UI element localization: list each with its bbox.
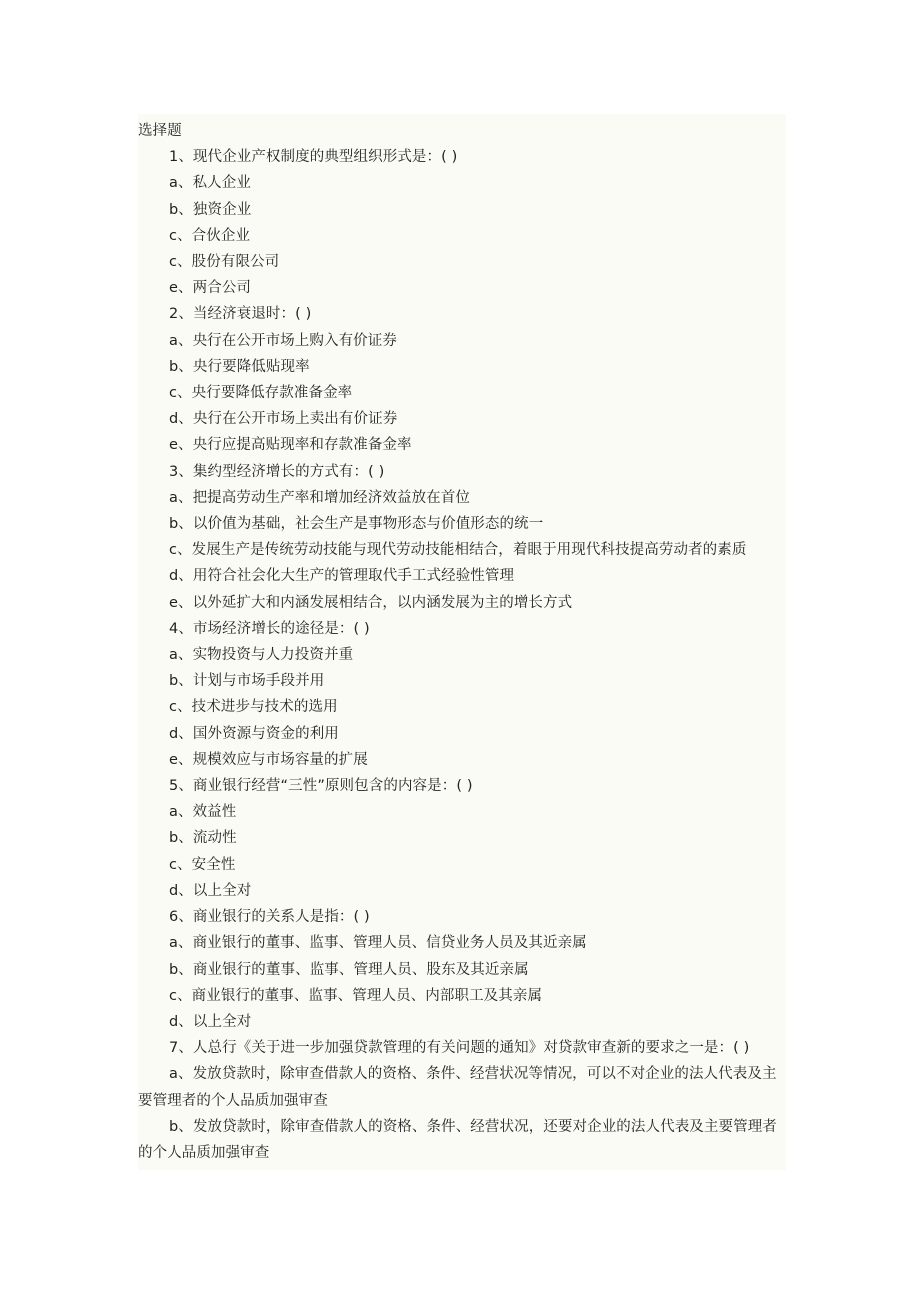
question-list — [138, 144, 786, 1061]
option-line: d、央行在公开市场上卖出有价证券 — [169, 411, 398, 428]
option-line: c、安全性 — [169, 856, 236, 873]
option-line: d、国外资源与资金的利用 — [169, 725, 339, 742]
option-line: e、规模效应与市场容量的扩展 — [169, 751, 368, 768]
question-line: 5、商业银行经营“三性”原则包含的内容是：( ) — [169, 778, 473, 795]
document-body — [138, 114, 786, 1170]
option-line: b、以价值为基础，社会生产是事物形态与价值形态的统一 — [169, 516, 544, 533]
question-line: 2、当经济衰退时：( ) — [169, 306, 312, 323]
option-line: c、技术进步与技术的选用 — [169, 699, 338, 716]
option-line: e、以外延扩大和内涵发展相结合，以内涵发展为主的增长方式 — [169, 594, 573, 611]
option-line: a、央行在公开市场上购入有价证券 — [169, 332, 397, 349]
option-line: e、两合公司 — [169, 280, 252, 297]
option-line: d、以上全对 — [169, 1013, 252, 1030]
option-line: b、独资企业 — [169, 201, 252, 218]
option-line: a、商业银行的董事、监事、管理人员、信贷业务人员及其近亲属 — [169, 935, 587, 952]
option-line: b、计划与市场手段并用 — [169, 673, 325, 690]
section-heading: 选择题 — [138, 123, 182, 139]
option-line: c、央行要降低存款准备金率 — [169, 385, 353, 402]
option-line: c、股份有限公司 — [169, 254, 280, 271]
option-line: e、央行应提高贴现率和存款准备金率 — [169, 437, 412, 454]
option-line: b、流动性 — [169, 830, 237, 847]
wrapped-option: a、发放贷款时，除审查借款人的资格、条件、经营状况等情况，可以不对企业的法人代表及主要管理者的个人品质加强审查 — [138, 1066, 777, 1109]
question-line: 3、集约型经济增长的方式有：( ) — [169, 463, 385, 480]
question-line: 1、现代企业产权制度的典型组织形式是：( ) — [169, 149, 458, 166]
option-line: c、商业银行的董事、监事、管理人员、内部职工及其亲属 — [169, 987, 543, 1004]
question-line: 6、商业银行的关系人是指：( ) — [169, 909, 370, 926]
option-line: a、把提高劳动生产率和增加经济效益放在首位 — [169, 489, 470, 506]
option-line: c、合伙企业 — [169, 227, 251, 244]
wrapped-option: b、发放贷款时，除审查借款人的资格、条件、经营状况，还要对企业的法人代表及主要管理者的个人品质加强审查 — [138, 1118, 777, 1161]
option-line: a、私人企业 — [169, 175, 251, 192]
option-line: a、实物投资与人力投资并重 — [169, 647, 354, 664]
option-line: d、以上全对 — [169, 882, 252, 899]
option-line: c、发展生产是传统劳动技能与现代劳动技能相结合，着眼于用现代科技提高劳动者的素质 — [169, 542, 747, 559]
question-line: 4、市场经济增长的途径是：( ) — [169, 620, 370, 637]
question-line: 7、人总行《关于进一步加强贷款管理的有关问题的通知》对贷款审查新的要求之一是：( ) — [169, 1040, 750, 1057]
option-line: b、央行要降低贴现率 — [169, 358, 310, 375]
option-line: b、商业银行的董事、监事、管理人员、股东及其近亲属 — [169, 961, 529, 978]
option-line: a、效益性 — [169, 804, 237, 821]
option-line: d、用符合社会化大生产的管理取代手工式经验性管理 — [169, 568, 515, 585]
